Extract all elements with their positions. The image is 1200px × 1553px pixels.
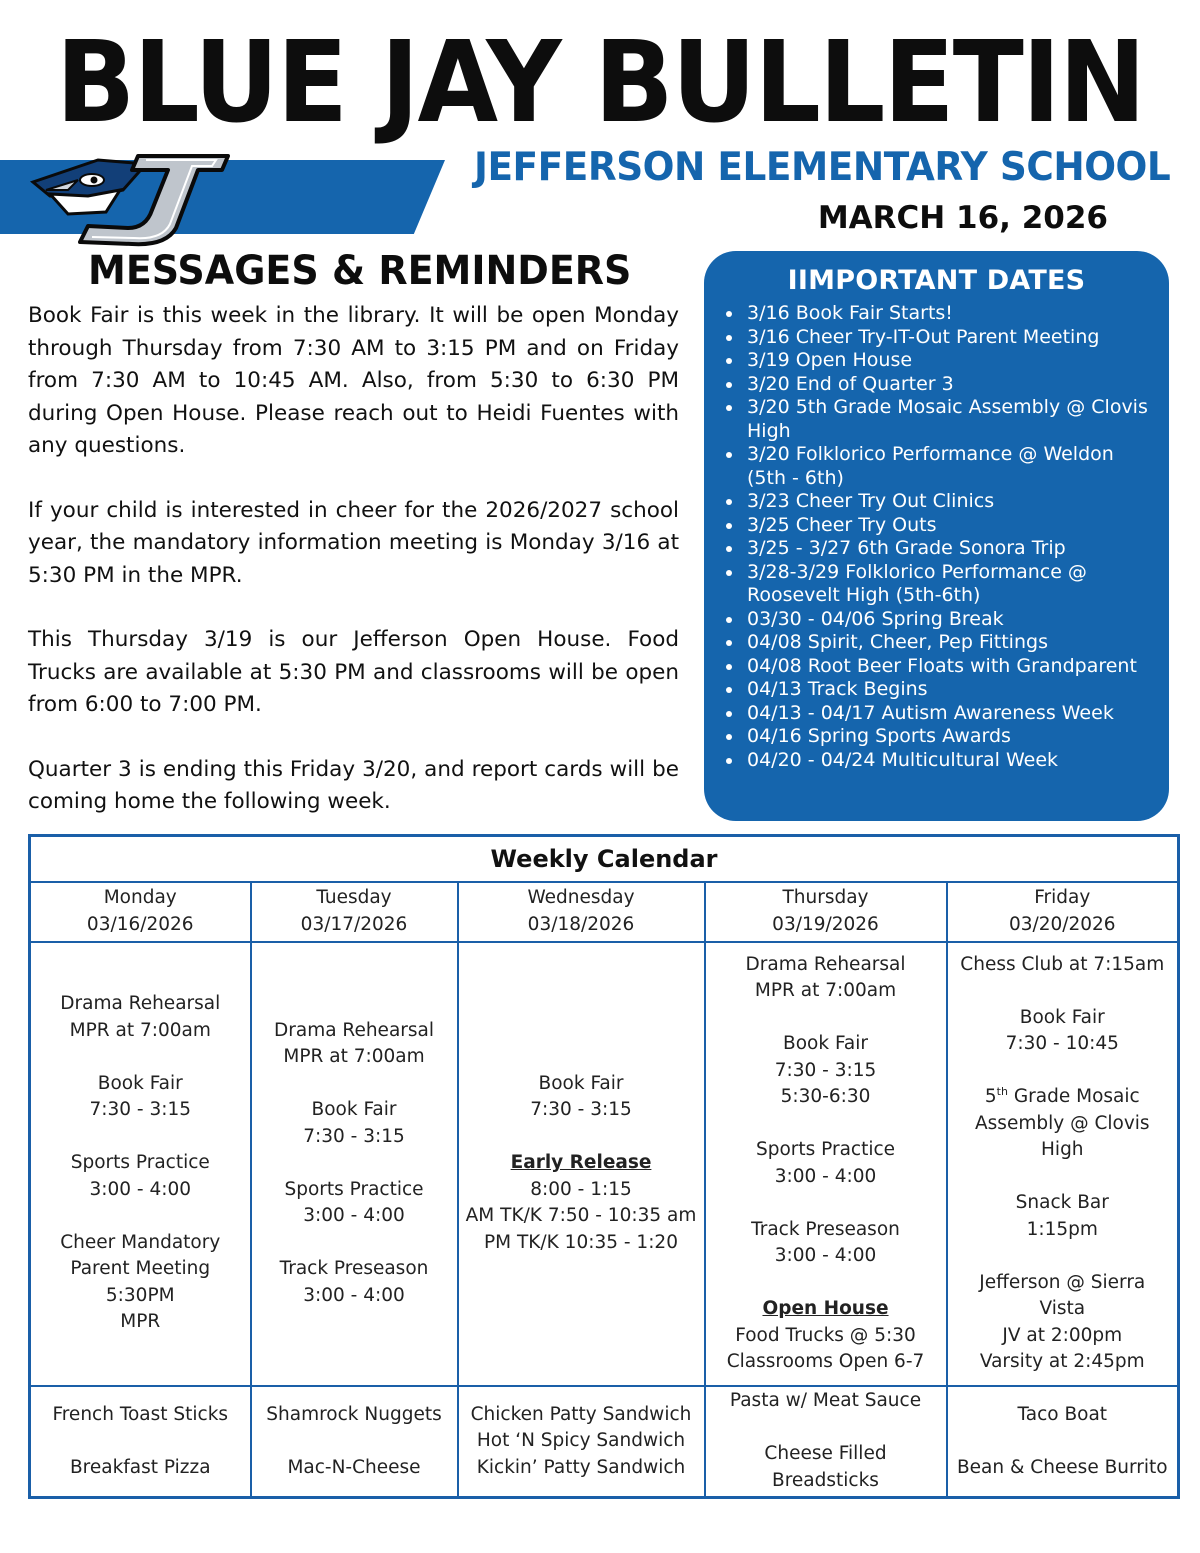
event-drama: Drama Rehearsal MPR at 7:00am [274,1019,434,1068]
lunch-item: Taco Boat [1017,1403,1108,1425]
day-header-tuesday [251,882,458,942]
event-sports: Sports Practice 3:00 - 4:00 [755,1139,896,1187]
lunch-item: Shamrock Nuggets [266,1403,442,1425]
lunch-tuesday [251,1386,458,1498]
lunch-item: Hot ‘N Spicy Sandwich [476,1430,686,1451]
day-date: 03/18/2026 [527,913,635,935]
important-dates-list [726,302,1169,772]
lunch-item: French Toast Sticks [52,1403,229,1425]
lunch-item: Cheese Filled Breadsticks [764,1443,887,1491]
day-name: Monday [103,887,177,908]
messages-section [28,300,679,851]
event-game: Jefferson @ Sierra Vista JV at 2:00pm Varsity at 2:45pm [979,1271,1146,1372]
important-dates-heading: IIMPORTANT DATES [787,265,1086,296]
events-thursday [705,942,947,1386]
event-cheer-meeting: Cheer Mandatory Parent Meeting 5:30PM MPR [60,1231,221,1333]
event-track: Track Preseason 3:00 - 4:00 [751,1218,900,1266]
messages-heading: MESSAGES & REMINDERS [88,248,632,294]
date-item: 3/25 - 3/27 6th Grade Sonora Trip [726,537,1155,561]
date-item: 04/08 Spirit, Cheer, Pep Fittings [726,631,1155,655]
lunch-item: Pasta w/ Meat Sauce [729,1390,922,1412]
lunch-wednesday [458,1386,705,1498]
day-header-thursday [705,882,947,942]
lunch-item: Chicken Patty Sandwich [470,1403,692,1425]
date-item: 03/30 - 04/06 Spring Break [726,608,1155,632]
date-item: 04/08 Root Beer Floats with Grandparent [726,655,1155,679]
date-item: 3/19 Open House [726,349,1155,373]
date-item: 3/23 Cheer Try Out Clinics [726,490,1155,514]
event-drama: Drama Rehearsal MPR at 7:00am [745,953,906,1001]
lunch-item: Kickin’ Patty Sandwich [476,1456,686,1478]
open-house-details: Food Trucks @ 5:30 Classrooms Open 6-7 [726,1324,925,1372]
event-track: Track Preseason 3:00 - 4:00 [279,1258,429,1306]
important-dates-panel [704,251,1169,821]
events-monday [30,942,251,1386]
event-book-fair: Book Fair 7:30 - 3:15 [303,1099,405,1147]
lunch-item: Mac-N-Cheese [287,1456,421,1478]
lunch-monday [30,1386,251,1498]
event-book-fair: Book Fair 7:30 - 3:15 [89,1072,192,1121]
grade-suffix: th [996,1084,1008,1098]
day-date: 03/20/2026 [1008,913,1116,935]
event-book-fair: Book Fair 7:30 - 3:15 5:30-6:30 [774,1033,877,1107]
day-date: 03/16/2026 [86,913,194,935]
date-item: 3/20 5th Grade Mosaic Assembly @ Clovis High [726,396,1155,443]
event-book-fair: Book Fair 7:30 - 3:15 [530,1072,632,1121]
weekly-calendar [28,834,1180,1499]
day-date: 03/17/2026 [300,913,408,935]
mosaic-text: Grade Mosaic Assembly @ Clovis High [975,1086,1150,1160]
blue-jay-logo-icon [28,150,238,250]
lunch-item: Bean & Cheese Burrito [956,1456,1168,1478]
date-item: 3/25 Cheer Try Outs [726,514,1155,538]
date-item: 04/16 Spring Sports Awards [726,725,1155,749]
message-paragraph: This Thursday 3/19 is our Jefferson Open House. Food Trucks are available at 5:30 PM and classrooms will be open from 6:00 to 7:00 PM. [28,627,679,717]
open-house-label: Open House [762,1298,889,1319]
date-item: 04/20 - 04/24 Multicultural Week [726,749,1155,773]
message-paragraph: Book Fair is this week in the library. It will be open Monday through Thursday from 7:30 AM to 3:15 PM and on Friday from 7:30 AM to 10:45 AM. Also, from 5:30 to 6:30 PM during Open House. Please reach out to Heidi Fuentes with any questions. [28,303,679,458]
bulletin-title: BLUE JAY BULLETIN [55,18,1145,148]
day-header-monday [30,882,251,942]
event-snack-bar: Snack Bar 1:15pm [1015,1192,1109,1240]
early-release-label: Early Release [510,1152,652,1174]
events-friday [947,942,1179,1386]
message-paragraph: If your child is interested in cheer for the 2026/2027 school year, the mandatory information meeting is Monday 3/16 at 5:30 PM in the MPR. [28,497,679,588]
date-item: 3/16 Cheer Try-IT-Out Parent Meeting [726,326,1155,350]
date-item: 04/13 Track Begins [726,678,1155,702]
lunch-item: Breakfast Pizza [69,1456,211,1478]
event-mosaic-assembly [950,1084,1176,1164]
date-item: 3/16 Book Fair Starts! [726,302,1155,326]
event-book-fair: Book Fair 7:30 - 10:45 [1005,1006,1119,1054]
day-name: Thursday [782,887,869,908]
events-tuesday [251,942,458,1386]
date-item: 3/20 Folklorico Performance @ Weldon (5th - 6th) [726,443,1155,490]
lunch-friday [947,1386,1179,1498]
date-item: 3/28-3/29 Folklorico Performance @ Roosevelt High (5th-6th) [726,561,1155,608]
bulletin-date: MARCH 16, 2026 [817,200,1108,236]
lunch-thursday [705,1386,947,1498]
event-chess: Chess Club at 7:15am [960,953,1165,975]
event-sports: Sports Practice 3:00 - 4:00 [284,1178,424,1227]
day-name: Friday [1034,887,1091,908]
calendar-title: Weekly Calendar [30,836,1179,882]
day-header-wednesday [458,882,705,942]
early-release-details: 8:00 - 1:15 AM TK/K 7:50 - 10:35 am PM TK/K 10:35 - 1:20 [465,1178,697,1253]
event-sports: Sports Practice 3:00 - 4:00 [70,1152,210,1200]
message-paragraph: Quarter 3 is ending this Friday 3/20, and report cards will be coming home the following week. [28,756,679,814]
event-drama: Drama Rehearsal MPR at 7:00am [60,993,221,1041]
day-date: 03/19/2026 [772,913,879,935]
date-item: 3/20 End of Quarter 3 [726,373,1155,397]
school-name: JEFFERSON ELEMENTARY SCHOOL [473,145,1170,190]
date-item: 04/13 - 04/17 Autism Awareness Week [726,702,1155,726]
events-wednesday [458,942,705,1386]
day-header-friday [947,882,1179,942]
day-name: Wednesday [527,887,635,908]
grade-number: 5 [984,1086,997,1107]
day-name: Tuesday [316,887,392,908]
